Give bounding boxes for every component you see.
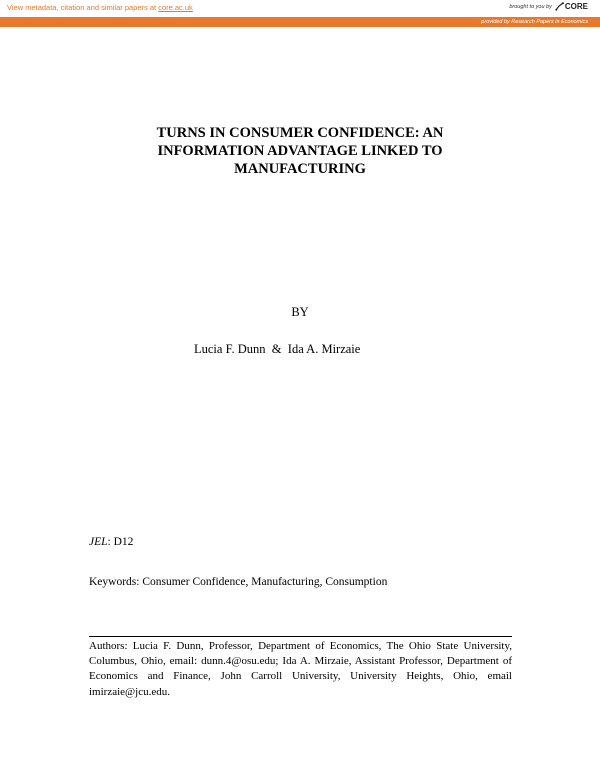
core-logo-text: CORE [564, 2, 588, 11]
paper-title [100, 124, 500, 178]
core-logo [555, 2, 588, 11]
by-line: BY [291, 305, 309, 319]
keywords: Keywords: Consumer Confidence, Manufacturing, Consumption [89, 576, 388, 588]
footnote-divider [89, 636, 512, 637]
core-domain-link[interactable]: core.ac.uk [158, 3, 193, 12]
title-line: TURNS IN CONSUMER CONFIDENCE: AN [156, 125, 444, 141]
core-banner [0, 0, 600, 27]
jel-value: : D12 [107, 536, 134, 548]
core-link-text: View metadata, citation and similar papers at [7, 3, 159, 12]
title-line: MANUFACTURING [234, 161, 366, 177]
core-brand[interactable] [509, 2, 588, 11]
author-names: Lucia F. Dunn & Ida A. Mirzaie [194, 342, 361, 356]
author-footnote: Authors: Lucia F. Dunn, Professor, Department of Economics, The Ohio State University, Columbus, Ohio, email: dunn.4@osu.edu; Ida A. Mirzaie, Assistant Professor, Department of Economics and Finance, John Carroll University, University Heights, Ohio, email imirzaie@jcu.edu. [89, 640, 512, 698]
jel-label: JEL [89, 536, 108, 548]
brought-by-text: brought to you by [509, 3, 552, 10]
title-line: INFORMATION ADVANTAGE LINKED TO [157, 143, 443, 159]
jel-classification [89, 536, 133, 548]
provided-by-link[interactable]: provided by Research Papers in Economics [481, 18, 588, 25]
core-logo-icon [555, 2, 564, 11]
core-metadata-link[interactable] [7, 3, 193, 12]
